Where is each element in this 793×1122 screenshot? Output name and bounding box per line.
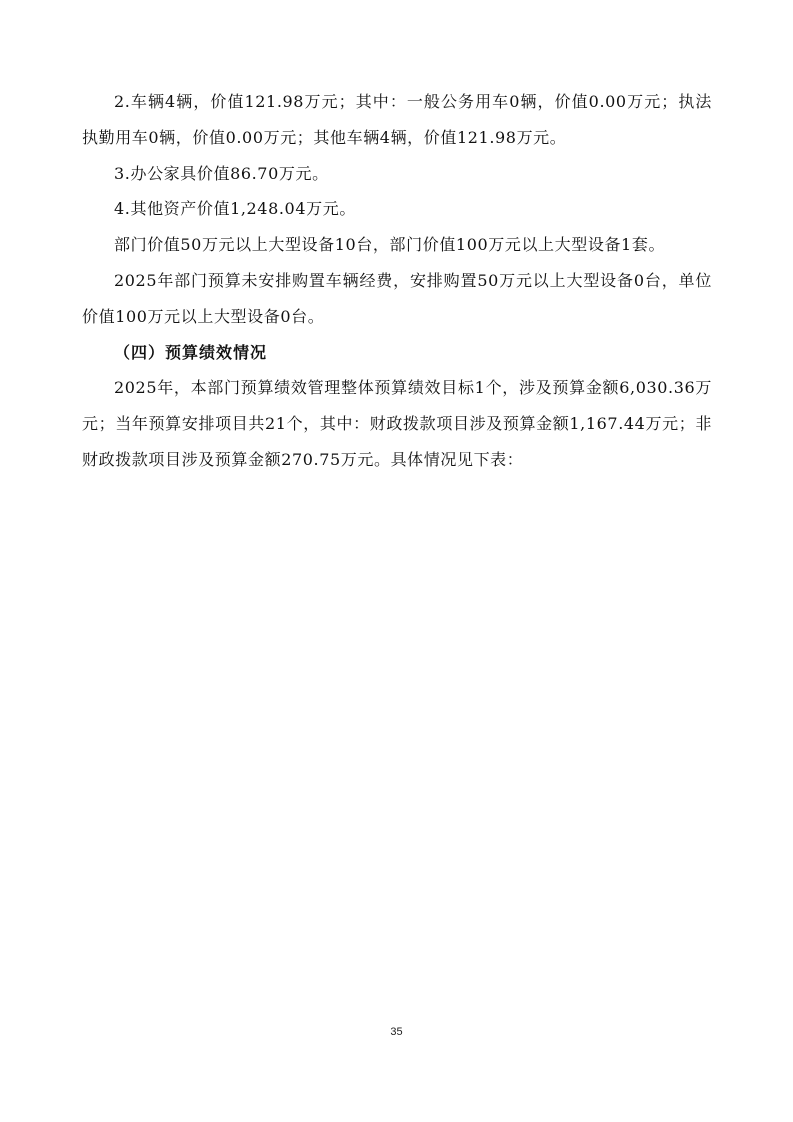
paragraph-large-equipment: 部门价值50万元以上大型设备10台，部门价值100万元以上大型设备1套。 — [114, 235, 666, 255]
page-number: 35 — [390, 1026, 403, 1038]
paragraph-vehicles: 2.车辆4辆，价值121.98万元；其中：一般公务用车0辆，价值0.00万元；执法执勤用车0辆，价值0.00万元；其他车辆4辆，价值121.98万元。 — [82, 92, 712, 147]
document-body — [82, 84, 712, 478]
paragraph-other-assets: 4.其他资产价值1,248.04万元。 — [114, 199, 356, 219]
paragraph-furniture: 3.办公家具价值86.70万元。 — [114, 163, 329, 183]
section-heading: （四）预算绩效情况 — [114, 342, 268, 362]
paragraph-purchase-plan: 2025年部门预算未安排购置车辆经费，安排购置50万元以上大型设备0台，单位价值100万元以上大型设备0台。 — [82, 270, 712, 326]
paragraph-performance: 2025年，本部门预算绩效管理整体预算绩效目标1个，涉及预算金额6,030.36万元；当年预算安排项目共21个，其中：财政拨款项目涉及预算金额1,167.44万元；非财政拨款项目涉及预算金额270.75万元。具体情况见下表： — [82, 378, 712, 469]
